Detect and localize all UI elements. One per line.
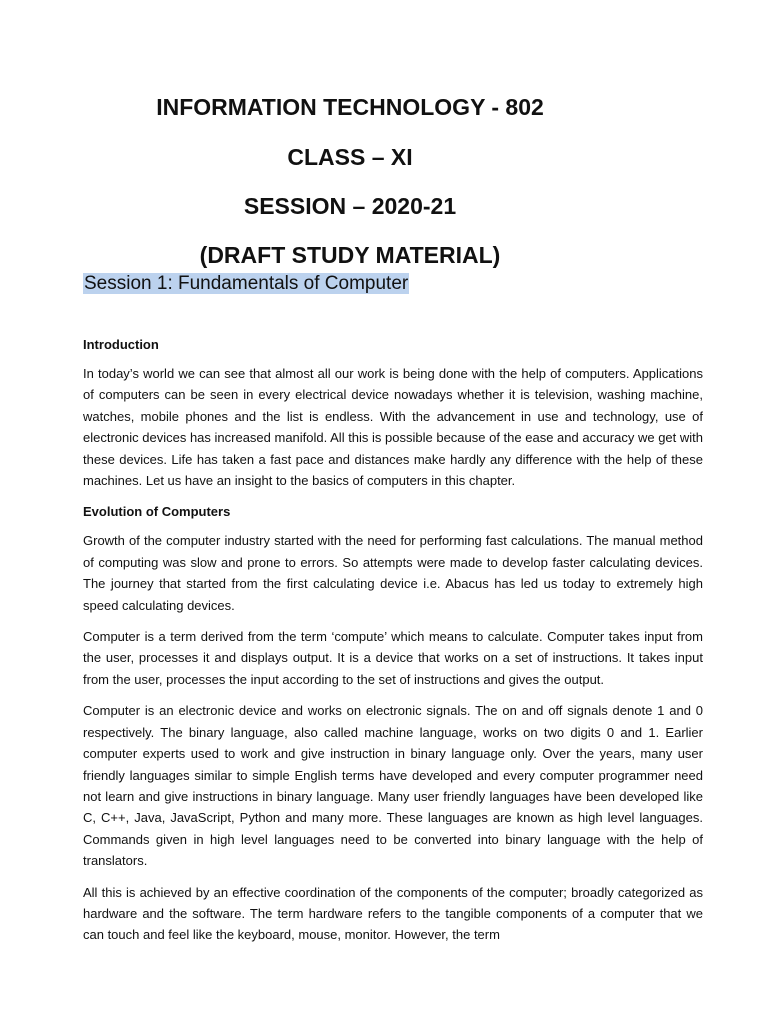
- introduction-paragraph: In today’s world we can see that almost all our work is being done with the help of computers. Applications of computers can be seen in every electrical device nowadays whether it is television, washing machine, watches, mobile phones and the list is endless. With the advancement in use and technology, use of electronic devices has increased manifold. All this is possible because of the ease and accuracy we get with these devices. Life has taken a fast pace and distances make hardly any difference with the help of these machines. Let us have an insight to the basics of computers in this chapter.: [83, 366, 704, 489]
- document-title-draft: (DRAFT STUDY MATERIAL): [199, 242, 501, 268]
- evolution-paragraph-2: Computer is a term derived from the term ‘compute’ which means to calculate. Computer takes input from the user, processes it and displays output. It is a device that works on a set of instructions. It takes input from the user, processes the input according to the set of instructions and gives the output.: [83, 629, 703, 687]
- session-heading-highlight: Session 1: Fundamentals of Computer: [84, 273, 409, 294]
- evolution-paragraph-3: Computer is an electronic device and works on electronic signals. The on and off signals denote 1 and 0 respectively. The binary language, also called machine language, works on two digits 0 and 1. Earlier computer experts used to work and give instruction in binary language only. Over the years, many user friendly languages similar to simple English terms have developed and every computer programmer need not learn and give instructions in binary language. Many user friendly languages have been developed like C, C++, Java, JavaScript, Python and many more. These languages are known as high level languages. Commands given in high level languages need to be converted into binary language with the help of translators.: [83, 703, 703, 869]
- evolution-heading: Evolution of Computers: [83, 504, 231, 520]
- document-title-session: SESSION – 2020-21: [243, 193, 457, 219]
- document-title-class: CLASS – XI: [287, 144, 413, 170]
- session-heading: [83, 271, 409, 297]
- evolution-paragraph-4: All this is achieved by an effective coordination of the components of the computer; broadly categorized as hardware and the software. The term hardware refers to the tangible components of a computer that we can touch and feel like the keyboard, mouse, monitor. However, the term: [83, 884, 703, 943]
- evolution-paragraph-1: Growth of the computer industry started with the need for performing fast calculations. The manual method of computing was slow and prone to errors. So attempts were made to develop faster calculating devices. The journey that started from the first calculating device i.e. Abacus has led us today to extremely high speed calculating devices.: [83, 533, 703, 613]
- document-title-subject: INFORMATION TECHNOLOGY - 802: [156, 94, 544, 120]
- body-content: [83, 334, 703, 956]
- introduction-heading: Introduction: [83, 337, 159, 352]
